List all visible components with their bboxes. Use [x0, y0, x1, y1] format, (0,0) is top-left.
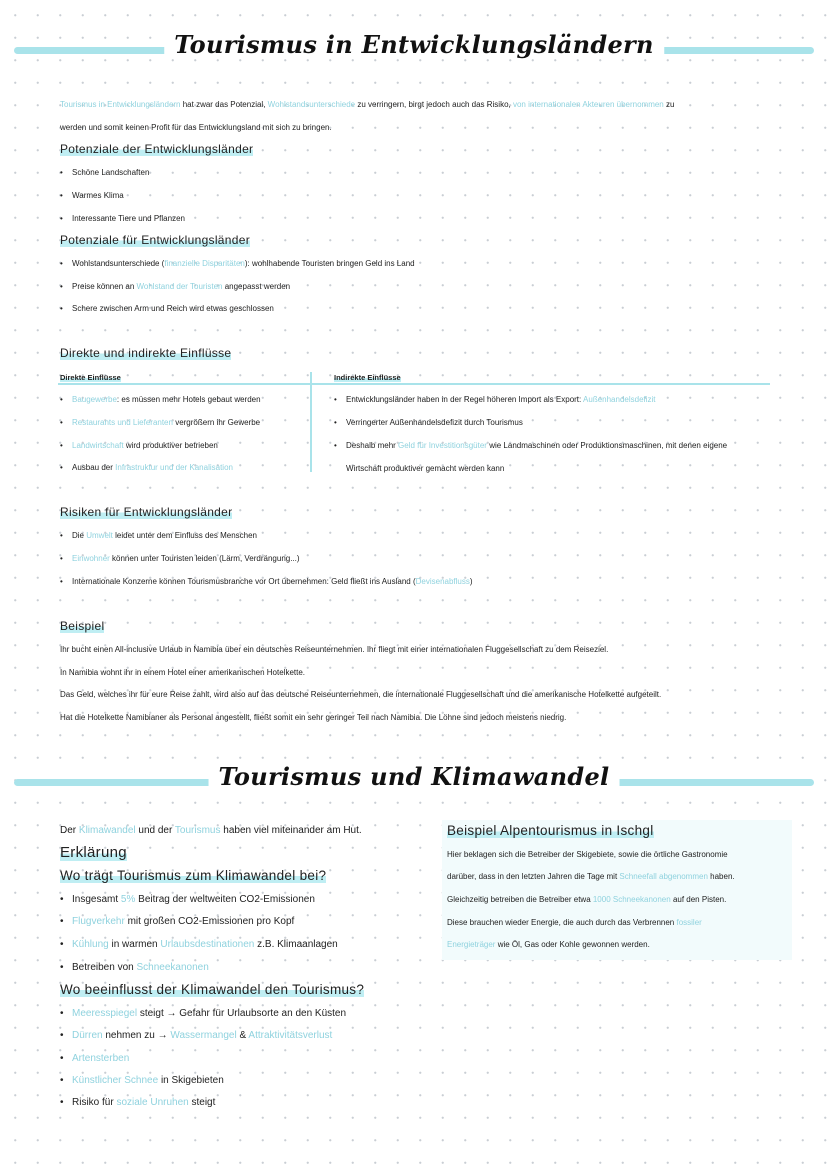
section2-title-band	[14, 762, 814, 802]
text: nehmen zu →	[102, 1030, 171, 1041]
heading-risiken	[60, 505, 232, 519]
direct-header	[60, 373, 121, 382]
highlight: Flugverkehr	[72, 916, 125, 927]
text: leidet unter dem Einfluss des Menschen	[112, 531, 257, 540]
highlight: soziale Unruhen	[116, 1097, 189, 1108]
list-item	[60, 441, 218, 450]
highlight: Klimawandel	[78, 825, 136, 836]
highlight: Einwohner	[72, 554, 110, 563]
text: : es müssen mehr Hotels gebaut werden	[116, 395, 261, 404]
highlight: Geld für Investitionsgüter	[398, 441, 487, 450]
highlight: Außenhandelsdefizit	[583, 395, 656, 404]
highlight: Landwirtschaft	[72, 441, 124, 450]
text: angepasst werden	[222, 282, 291, 291]
heading-potenziale-der	[60, 142, 253, 156]
highlight: fossiler	[676, 918, 702, 927]
highlight: Infrastruktur und der Kanalisation	[115, 463, 233, 472]
list-item: • Verringerter Außenhandelsdefizit durch Tourismus	[334, 418, 523, 427]
list-item	[60, 418, 260, 427]
highlight: Wassermangel	[170, 1030, 237, 1041]
text: in warmen	[108, 939, 161, 950]
highlight: Wohlstandsunterschiede	[267, 100, 356, 109]
text: darüber, dass in den letzten Jahren die Tage mit	[447, 872, 620, 881]
text: Insgesamt	[72, 894, 121, 905]
text: Internationale Konzerne können Tourismusbranche vor Ort übernehmen: Geld fließt ins Ausland (	[72, 577, 416, 586]
list-item	[60, 1053, 129, 1064]
table-column-divider	[310, 372, 312, 472]
text: vergrößern ihr Gewerbe	[172, 418, 261, 427]
alpen-line	[447, 895, 726, 904]
list-item	[60, 554, 300, 563]
text: in Skigebieten	[158, 1075, 224, 1086]
text: zu verringern, birgt jedoch auch das Risiko,	[355, 100, 513, 109]
header-text: Direkte Einflüsse	[60, 373, 121, 382]
text: Betreiben von	[72, 962, 137, 973]
highlight: Urlaubsdestinationen	[160, 939, 255, 950]
heading-text: Potenziale für Entwicklungsländer	[60, 233, 250, 247]
heading-text: Erklärung	[60, 844, 127, 861]
alpen-example-box	[442, 820, 792, 960]
highlight: Künstlicher Schnee	[72, 1075, 159, 1086]
indirect-header	[334, 373, 401, 382]
list-item	[60, 463, 233, 472]
highlight: Umwelt	[86, 531, 113, 540]
list-item: • Warmes Klima	[60, 191, 124, 200]
list-item	[60, 1008, 346, 1019]
highlight: Tourismus in Entwicklungsländern	[60, 100, 181, 109]
heading-erklaerung	[60, 844, 127, 861]
text: steigt → Gefahr für Urlaubsorte an den Küsten	[137, 1008, 347, 1019]
beispiel-line: Hat die Hotelkette Namibianer als Personal angestellt, fließt somit ein sehr geringer Teil nach Namibia. Die Löhne sind jedoch meistens niedrig.	[60, 713, 567, 722]
alpen-line	[447, 940, 650, 949]
heading-text: Direkte und indirekte Einflüsse	[60, 346, 232, 360]
highlight: Devisenabfluss	[415, 577, 470, 586]
highlight: Meeresspiegel	[72, 1008, 138, 1019]
list-item	[60, 962, 209, 973]
text: Gleichzeitig betreiben die Betreiber etwa	[447, 895, 593, 904]
text: Ausbau der	[72, 463, 116, 472]
heading-alpen	[447, 823, 654, 838]
text: ): wohlhabende Touristen bringen Geld ins Land	[244, 259, 415, 268]
highlight: Restaurants und Lieferanten	[72, 418, 173, 427]
text: Beitrag der weltweiten CO2-Emissionen	[135, 894, 315, 905]
list-item	[60, 531, 257, 540]
text: wie Öl, Gas oder Kohle gewonnen werden.	[495, 940, 650, 949]
list-item	[60, 939, 338, 950]
section2-title: Tourismus und Klimawandel	[209, 762, 620, 791]
text: haben.	[707, 872, 735, 881]
text: auf den Pisten.	[670, 895, 727, 904]
list-item	[60, 577, 473, 586]
list-item	[60, 1075, 224, 1086]
list-item: • Schöne Landschaften	[60, 168, 149, 177]
text: &	[236, 1030, 249, 1041]
highlight: Baugewerbe	[72, 395, 117, 404]
highlight: finanzielle Disparitäten	[164, 259, 245, 268]
list-item	[60, 1097, 215, 1108]
highlight: Energieträger	[447, 940, 496, 949]
text: hat zwar das Potenzial,	[180, 100, 268, 109]
heading-text: Beispiel	[60, 619, 105, 633]
text: und der	[135, 825, 175, 836]
highlight: 1000 Schneekanonen	[592, 895, 671, 904]
alpen-line	[447, 872, 735, 881]
text: z.B. Klimaanlagen	[254, 939, 338, 950]
list-item	[60, 916, 294, 927]
text: wird produktiver betrieben	[123, 441, 218, 450]
heading-beispiel	[60, 619, 104, 633]
text: wie Landmaschinen oder Produktionsmaschinen, mit denen eigene	[486, 441, 728, 450]
heading-text: Wo beeinflusst der Klimawandel den Tourismus?	[60, 982, 365, 997]
intro-line-1	[60, 100, 674, 109]
text: )	[469, 577, 473, 586]
highlight: Attraktivitätsverlust	[248, 1030, 333, 1041]
text: können unter Touristen leiden (Lärm, Verdrängung...)	[109, 554, 300, 563]
klima-intro	[60, 825, 362, 836]
heading-einfluesse	[60, 346, 231, 360]
heading-text: Potenziale der Entwicklungsländer	[60, 142, 254, 156]
text: Die	[72, 531, 87, 540]
text: Wohlstandsunterschiede (	[72, 259, 165, 268]
beispiel-line: Das Geld, welches ihr für eure Reise zahlt, wird also auf das deutsche Reiseunternehmen, die internationale Fluggesellschaft und die amerikanische Hotelkette aufgeteilt.	[60, 690, 662, 699]
list-item	[334, 395, 656, 404]
list-item	[334, 441, 727, 450]
list-item: • Interessante Tiere und Pflanzen	[60, 214, 185, 223]
text: zu	[663, 100, 675, 109]
highlight: von internationalen Akteuren übernommen	[512, 100, 664, 109]
list-item	[60, 395, 261, 404]
text: Preise können an	[72, 282, 137, 291]
highlight: Wohlstand der Touristen	[136, 282, 223, 291]
list-item	[60, 259, 415, 268]
highlight: Dürren	[72, 1030, 103, 1041]
list-item	[60, 894, 315, 905]
header-text: Indirekte Einflüsse	[334, 373, 401, 382]
text: Deshalb mehr	[346, 441, 399, 450]
text: Entwicklungsländer haben in der Regel höheren Import als Export:	[346, 395, 584, 404]
heading-q2	[60, 982, 364, 997]
highlight: Kühlung	[72, 939, 109, 950]
highlight: Schneekanonen	[136, 962, 209, 973]
heading-q1	[60, 868, 326, 883]
section1-title-band	[14, 30, 814, 70]
text: mit großen CO2-Emissionen pro Kopf	[124, 916, 295, 927]
list-item-continuation: Wirtschaft produktiver gemacht werden kann	[346, 464, 505, 473]
highlight: Schneefall abgenommen	[619, 872, 708, 881]
text: haben viel miteinander am Hut.	[220, 825, 362, 836]
alpen-line	[447, 918, 702, 927]
list-item	[60, 282, 290, 291]
heading-text: Risiken für Entwicklungsländer	[60, 505, 233, 519]
text: Diese brauchen wieder Energie, die auch durch das Verbrennen	[447, 918, 677, 927]
beispiel-line: Ihr bucht einen All-inclusive Urlaub in Namibia über ein deutsches Reiseunternehmen. Ihr fliegt mit einer internationalen Fluggesellschaft zu dem Reiseziel.	[60, 645, 609, 654]
list-item: • Schere zwischen Arm und Reich wird etwas geschlossen	[60, 304, 274, 313]
beispiel-line: In Namibia wohnt ihr in einem Hotel einer amerikanischen Hotelkette.	[60, 668, 306, 677]
table-header-divider	[58, 383, 770, 385]
text: steigt	[188, 1097, 216, 1108]
heading-potenziale-fuer	[60, 233, 250, 247]
highlight: Tourismus	[174, 825, 221, 836]
section1-title: Tourismus in Entwicklungsländern	[164, 30, 664, 59]
heading-text: Beispiel Alpentourismus in Ischgl	[447, 823, 654, 838]
heading-text: Wo trägt Tourismus zum Klimawandel bei?	[60, 868, 327, 883]
text: Der	[60, 825, 79, 836]
highlight: Artensterben	[72, 1053, 130, 1064]
alpen-line: Hier beklagen sich die Betreiber der Skigebiete, sowie die örtliche Gastronomie	[447, 850, 728, 859]
highlight: 5%	[120, 894, 136, 905]
list-item	[60, 1030, 332, 1041]
text: Risiko für	[72, 1097, 117, 1108]
intro-line-2: werden und somit keinen Profit für das Entwicklungsland mit sich zu bringen.	[60, 123, 332, 132]
